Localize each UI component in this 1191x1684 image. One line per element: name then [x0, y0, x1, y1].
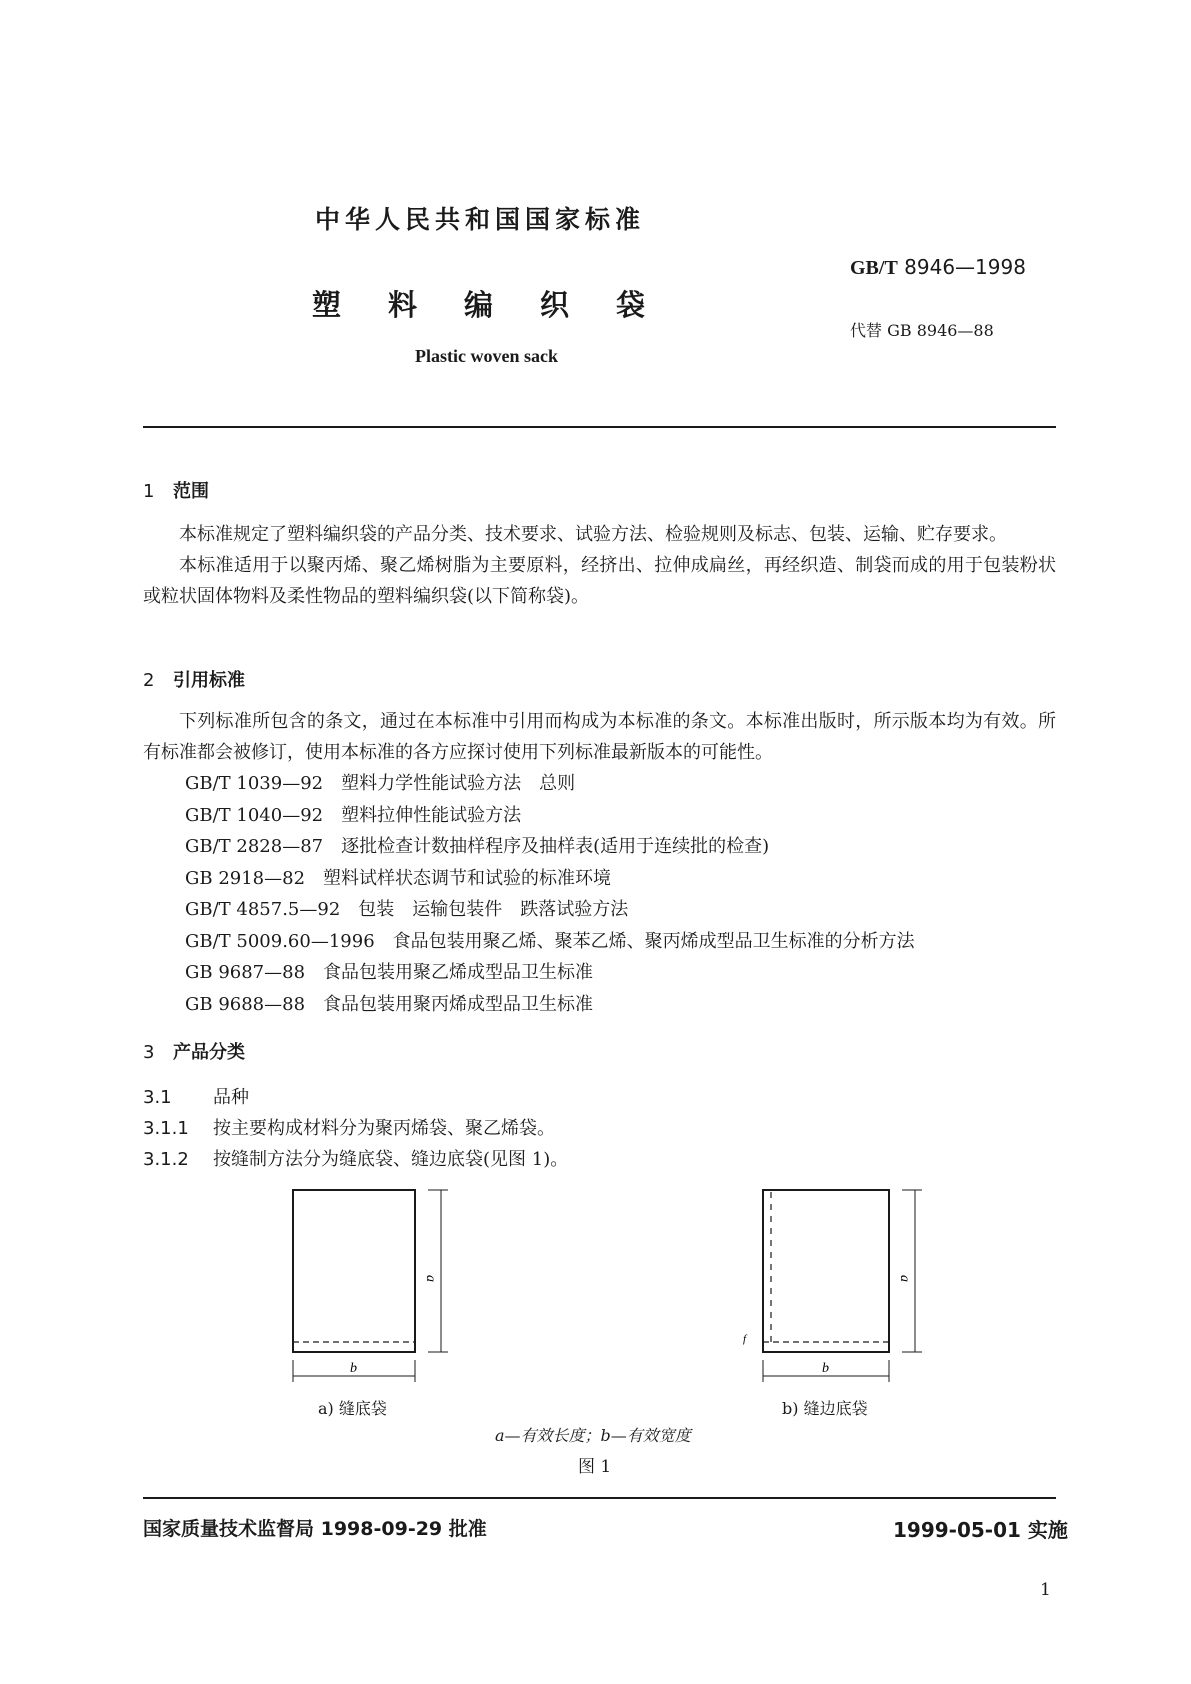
section-2-number: 2	[143, 670, 155, 691]
reference-code: GB/T 5009.60—1996	[185, 930, 375, 952]
footer-divider	[143, 1497, 1056, 1499]
caption-sewn-side-bottom-sack: b) 缝边底袋	[782, 1399, 868, 1418]
reference-code: GB/T 1039—92	[185, 773, 324, 794]
effective-date: 1999-05-01 实施	[893, 1518, 1068, 1542]
national-standard-heading: 中华人民共和国国家标准	[315, 205, 646, 234]
figure-legend: a—有效长度；b—有效宽度	[495, 1426, 691, 1445]
figure-title: 图 1	[578, 1457, 612, 1477]
clause-number: 3.1.1	[143, 1118, 189, 1139]
reference-title: 食品包装用聚丙烯成型品卫生标准	[323, 993, 594, 1015]
label-a: a	[423, 1275, 438, 1282]
standard-title-cn: 塑料编织袋	[312, 288, 693, 322]
section-3-title: 产品分类	[173, 1042, 245, 1063]
reference-title: 塑料拉伸性能试验方法	[341, 804, 522, 826]
sack-a-outline	[293, 1190, 415, 1352]
section-1-paragraph: 本标准适用于以聚丙烯、聚乙烯树脂为主要原料，经挤出、拉伸成扁丝，再经织造、制袋而成的用于包装粉状或粒状固体物料及柔性物品的塑料编织袋(以下简称袋)。	[143, 555, 1056, 607]
approval-statement: 国家质量技术监督局 1998-09-29 批准	[143, 1518, 487, 1540]
reference-code: GB 2918—82	[185, 867, 306, 889]
reference-code: GB 9688—88	[185, 993, 306, 1015]
standard-code-prefix: GB/T	[850, 257, 898, 279]
page-number: 1	[1040, 1580, 1051, 1600]
reference-title: 逐批检查计数抽样程序及抽样表(适用于连续批的检查)	[341, 836, 770, 857]
reference-code: GB/T 1040—92	[185, 804, 324, 826]
label-a: a	[897, 1275, 912, 1282]
replaces-note: 代替 GB 8946—88	[850, 321, 994, 340]
section-1-number: 1	[143, 481, 155, 502]
reference-title: 塑料力学性能试验方法 总则	[341, 773, 576, 794]
clause-number: 3.1.2	[143, 1149, 189, 1170]
label-b: b	[822, 1361, 829, 1376]
reference-code: GB 9687—88	[185, 962, 306, 983]
label-f: f	[743, 1333, 747, 1345]
section-2-intro-text: 下列标准所包含的条文，通过在本标准中引用而构成为本标准的条文。本标准出版时，所示版本均为有效。所有标准都会被修订，使用本标准的各方应探讨使用下列标准最新版本的可能性。	[143, 711, 1056, 763]
clause-text: 按缝制方法分为缝底袋、缝边底袋(见图 1)。	[213, 1149, 569, 1170]
reference-code: GB/T 2828—87	[185, 836, 324, 857]
clause-text: 按主要构成材料分为聚丙烯袋、聚乙烯袋。	[213, 1118, 555, 1139]
reference-title: 包装 运输包装件 跌落试验方法	[358, 899, 629, 920]
standard-title-en: Plastic woven sack	[415, 346, 558, 366]
clause-number: 3.1	[143, 1087, 172, 1108]
standard-code-number: 8946—1998	[904, 255, 1026, 279]
sewn-bottom-sack-diagram	[293, 1190, 448, 1382]
section-1-paragraph: 本标准规定了塑料编织袋的产品分类、技术要求、试验方法、检验规则及标志、包装、运输、贮存要求。	[179, 524, 1007, 545]
clause-text: 品种	[213, 1087, 249, 1108]
reference-title: 塑料试样状态调节和试验的标准环境	[323, 867, 612, 889]
caption-sewn-bottom-sack: a) 缝底袋	[318, 1399, 387, 1418]
sack-b-outline	[763, 1190, 889, 1352]
reference-title: 食品包装用聚乙烯、聚苯乙烯、聚丙烯成型品卫生标准的分析方法	[392, 930, 915, 952]
reference-title: 食品包装用聚乙烯成型品卫生标准	[323, 962, 594, 983]
section-2-title: 引用标准	[173, 670, 245, 691]
section-3-number: 3	[143, 1042, 155, 1063]
reference-code: GB/T 4857.5—92	[185, 899, 341, 920]
section-1-title: 范围	[173, 481, 209, 502]
sewn-side-bottom-sack-diagram	[743, 1190, 922, 1382]
label-b: b	[350, 1361, 357, 1376]
